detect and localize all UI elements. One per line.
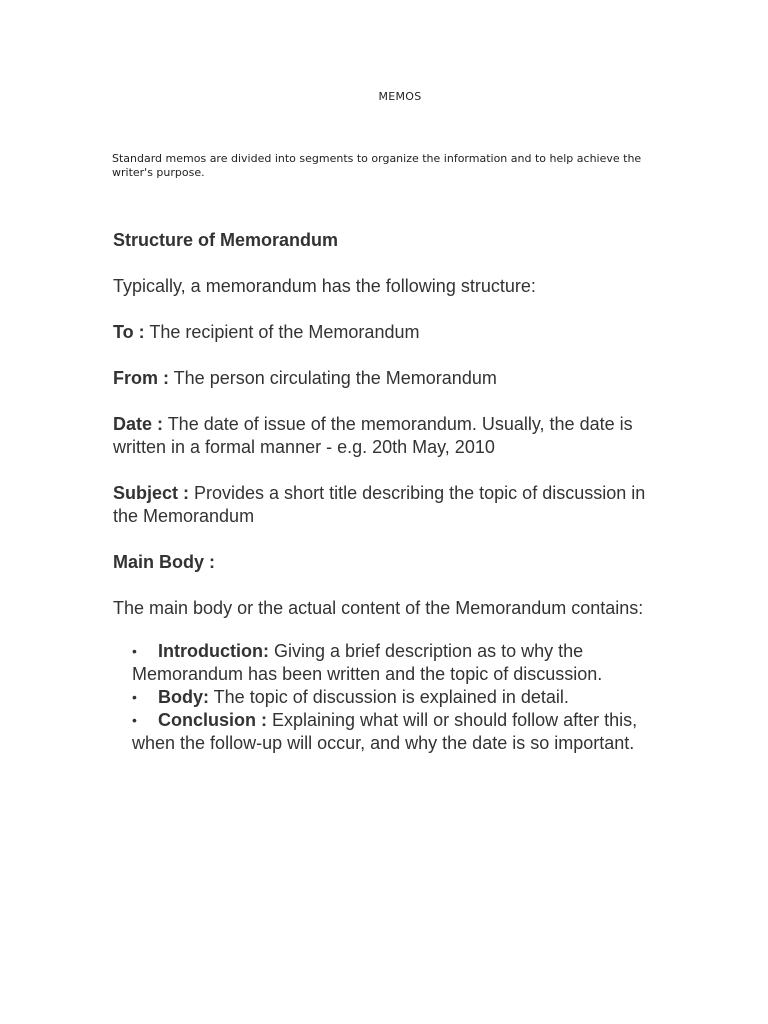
field-label: From : <box>113 368 169 388</box>
field-to <box>113 321 653 344</box>
list-item-text: The topic of discussion is explained in detail. <box>209 687 569 707</box>
field-text: The recipient of the Memorandum <box>144 322 420 342</box>
bullet-icon: • <box>132 689 137 705</box>
bullet-icon: • <box>132 643 137 659</box>
list-item <box>132 686 653 709</box>
list-item-text: Giving a brief description as to why the Memorandum has been written and the topic of discussion. <box>132 641 603 684</box>
list-item-label: Body: <box>158 687 209 707</box>
field-subject <box>113 482 653 528</box>
field-label: To : <box>113 322 145 342</box>
field-text: The person circulating the Memorandum <box>169 368 497 388</box>
list-item-label: Conclusion : <box>158 710 267 730</box>
section-heading: Structure of Memorandum <box>113 230 339 250</box>
list-item-label: Introduction: <box>158 641 269 661</box>
intro-paragraph: Standard memos are divided into segments to organize the information and to help achieve the writer's purpose. <box>112 152 642 179</box>
list-item <box>132 709 653 755</box>
main-body-heading: Main Body : <box>113 552 215 572</box>
main-body-text: The main body or the actual content of the Memorandum contains: <box>113 598 644 618</box>
field-date <box>113 413 653 459</box>
content-list <box>132 640 653 755</box>
list-item <box>132 640 653 686</box>
field-label: Subject : <box>113 483 190 503</box>
field-from <box>113 367 653 390</box>
memo-structure-section <box>113 229 653 755</box>
field-text: The date of issue of the memorandum. Usually, the date is written in a formal manner - e.g. 20th May, 2010 <box>113 414 633 457</box>
list-item-text: Explaining what will or should follow after this, when the follow-up will occur, and why the date is so important. <box>132 710 638 753</box>
field-text: Provides a short title describing the topic of discussion in the Memorandum <box>113 483 646 526</box>
field-label: Date : <box>113 414 164 434</box>
document-title: MEMOS <box>378 90 422 103</box>
bullet-icon: • <box>132 712 137 728</box>
structure-intro: Typically, a memorandum has the following structure: <box>113 276 536 296</box>
